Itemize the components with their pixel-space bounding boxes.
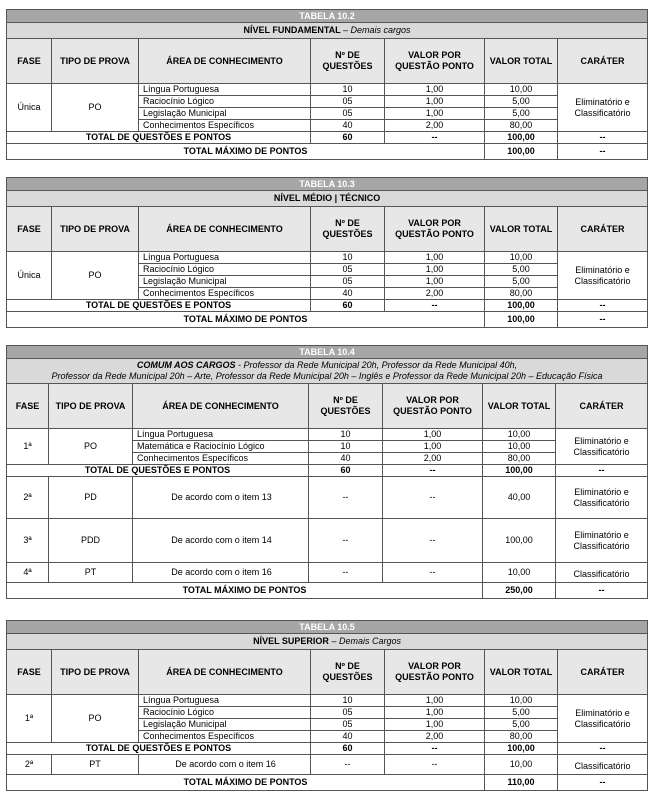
fase-cell: 3ª bbox=[7, 519, 49, 563]
valor-total-cell: 5,00 bbox=[485, 264, 558, 276]
header-valor-por: VALOR POR QUESTÃO PONTO bbox=[385, 650, 485, 695]
tipo-cell: PD bbox=[49, 477, 133, 519]
tipo-cell: PO bbox=[49, 429, 133, 465]
area-cell: De acordo com o item 13 bbox=[133, 477, 309, 519]
area-cell: Raciocínio Lógico bbox=[139, 264, 311, 276]
header-area: ÁREA DE CONHECIMENTO bbox=[139, 207, 311, 252]
valor-total-cell: 100,00 bbox=[483, 519, 556, 563]
area-cell: De acordo com o item 16 bbox=[133, 563, 309, 583]
header-tipo: TIPO DE PROVA bbox=[49, 384, 133, 429]
header-area: ÁREA DE CONHECIMENTO bbox=[133, 384, 309, 429]
valor-total-cell: 5,00 bbox=[485, 108, 558, 120]
valor-por-cell: 1,00 bbox=[385, 695, 485, 707]
header-area: ÁREA DE CONHECIMENTO bbox=[139, 650, 311, 695]
tipo-cell: PO bbox=[52, 695, 139, 743]
table-10-2 bbox=[6, 9, 648, 160]
valor-por-cell: 1,00 bbox=[385, 276, 485, 288]
valor-total-cell: 5,00 bbox=[485, 96, 558, 108]
table-10-3 bbox=[6, 177, 648, 328]
valor-por-cell: 1,00 bbox=[383, 429, 483, 441]
max-label: TOTAL MÁXIMO DE PONTOS bbox=[7, 583, 483, 599]
area-cell: Legislação Municipal bbox=[139, 719, 311, 731]
area-cell: Conhecimentos Específicos bbox=[139, 288, 311, 300]
total-valor-por: -- bbox=[385, 132, 485, 144]
questoes-cell: 40 bbox=[311, 288, 385, 300]
carater-cell: Classificatório bbox=[558, 755, 648, 775]
valor-total-cell: 10,00 bbox=[485, 755, 558, 775]
table-title: TABELA 10.4 bbox=[7, 346, 648, 359]
area-cell: Legislação Municipal bbox=[139, 108, 311, 120]
valor-por-cell: -- bbox=[383, 477, 483, 519]
total-carater: -- bbox=[558, 300, 648, 312]
carater-cell: Eliminatório e Classificatório bbox=[556, 429, 648, 465]
questoes-cell: 05 bbox=[311, 276, 385, 288]
total-label: TOTAL DE QUESTÕES E PONTOS bbox=[7, 743, 311, 755]
header-valor-total: VALOR TOTAL bbox=[485, 39, 558, 84]
total-carater: -- bbox=[558, 132, 648, 144]
area-cell: Raciocínio Lógico bbox=[139, 96, 311, 108]
total-label: TOTAL DE QUESTÕES E PONTOS bbox=[7, 465, 309, 477]
valor-por-cell: 1,00 bbox=[385, 719, 485, 731]
total-label: TOTAL DE QUESTÕES E PONTOS bbox=[7, 300, 311, 312]
valor-por-cell: 2,00 bbox=[385, 288, 485, 300]
header-fase: FASE bbox=[7, 39, 52, 84]
total-valor: 100,00 bbox=[485, 132, 558, 144]
table-subtitle: NÍVEL SUPERIOR – Demais Cargos bbox=[7, 634, 648, 650]
valor-total-cell: 80,00 bbox=[485, 731, 558, 743]
fase-cell: Única bbox=[7, 252, 52, 300]
valor-por-cell: -- bbox=[383, 519, 483, 563]
header-questoes: Nº DE QUESTÕES bbox=[311, 207, 385, 252]
area-cell: Língua Portuguesa bbox=[139, 84, 311, 96]
total-valor: 100,00 bbox=[485, 743, 558, 755]
header-fase: FASE bbox=[7, 650, 52, 695]
carater-cell: Eliminatório e Classificatório bbox=[556, 477, 648, 519]
header-valor-por: VALOR POR QUESTÃO PONTO bbox=[385, 207, 485, 252]
carater-cell: Classificatório bbox=[556, 563, 648, 583]
header-valor-total: VALOR TOTAL bbox=[485, 650, 558, 695]
valor-por-cell: 1,00 bbox=[383, 441, 483, 453]
area-cell: Matemática e Raciocínio Lógico bbox=[133, 441, 309, 453]
total-questoes: 60 bbox=[309, 465, 383, 477]
questoes-cell: 05 bbox=[311, 719, 385, 731]
valor-total-cell: 10,00 bbox=[483, 441, 556, 453]
tipo-cell: PT bbox=[52, 755, 139, 775]
area-cell: Língua Portuguesa bbox=[133, 429, 309, 441]
questoes-cell: -- bbox=[309, 519, 383, 563]
area-cell: Raciocínio Lógico bbox=[139, 707, 311, 719]
max-valor: 100,00 bbox=[485, 144, 558, 160]
table-title: TABELA 10.3 bbox=[7, 178, 648, 191]
fase-cell: 2ª bbox=[7, 755, 52, 775]
carater-cell: Eliminatório e Classificatório bbox=[556, 519, 648, 563]
valor-por-cell: 1,00 bbox=[385, 108, 485, 120]
total-valor-por: -- bbox=[383, 465, 483, 477]
questoes-cell: 05 bbox=[311, 108, 385, 120]
questoes-cell: 05 bbox=[311, 264, 385, 276]
header-valor-por: VALOR POR QUESTÃO PONTO bbox=[385, 39, 485, 84]
header-area: ÁREA DE CONHECIMENTO bbox=[139, 39, 311, 84]
total-valor-por: -- bbox=[385, 743, 485, 755]
valor-total-cell: 5,00 bbox=[485, 719, 558, 731]
questoes-cell: 10 bbox=[311, 695, 385, 707]
area-cell: Língua Portuguesa bbox=[139, 695, 311, 707]
table-10-4 bbox=[6, 345, 648, 599]
total-valor-por: -- bbox=[385, 300, 485, 312]
valor-total-cell: 80,00 bbox=[485, 120, 558, 132]
header-questoes: Nº DE QUESTÕES bbox=[311, 650, 385, 695]
questoes-cell: 10 bbox=[309, 441, 383, 453]
area-cell: De acordo com o item 16 bbox=[139, 755, 311, 775]
questoes-cell: 05 bbox=[311, 96, 385, 108]
tipo-cell: PO bbox=[52, 252, 139, 300]
valor-por-cell: 2,00 bbox=[385, 120, 485, 132]
valor-por-cell: 1,00 bbox=[385, 264, 485, 276]
total-valor: 100,00 bbox=[485, 300, 558, 312]
table-10-5 bbox=[6, 620, 648, 791]
area-cell: Língua Portuguesa bbox=[139, 252, 311, 264]
table-subtitle: NÍVEL MÉDIO | TÉCNICO bbox=[7, 191, 648, 207]
fase-cell: 4ª bbox=[7, 563, 49, 583]
max-carater: -- bbox=[558, 144, 648, 160]
total-questoes: 60 bbox=[311, 300, 385, 312]
tipo-cell: PO bbox=[52, 84, 139, 132]
fase-cell: 2ª bbox=[7, 477, 49, 519]
valor-total-cell: 40,00 bbox=[483, 477, 556, 519]
valor-por-cell: 2,00 bbox=[383, 453, 483, 465]
header-valor-por: VALOR POR QUESTÃO PONTO bbox=[383, 384, 483, 429]
tipo-cell: PT bbox=[49, 563, 133, 583]
carater-cell: Eliminatório e Classificatório bbox=[558, 84, 648, 132]
total-label: TOTAL DE QUESTÕES E PONTOS bbox=[7, 132, 311, 144]
valor-total-cell: 80,00 bbox=[485, 288, 558, 300]
header-tipo: TIPO DE PROVA bbox=[52, 39, 139, 84]
questoes-cell: -- bbox=[309, 477, 383, 519]
max-valor: 250,00 bbox=[483, 583, 556, 599]
header-questoes: Nº DE QUESTÕES bbox=[311, 39, 385, 84]
questoes-cell: 40 bbox=[311, 120, 385, 132]
valor-total-cell: 10,00 bbox=[485, 695, 558, 707]
area-cell: Legislação Municipal bbox=[139, 276, 311, 288]
questoes-cell: 40 bbox=[311, 731, 385, 743]
area-cell: Conhecimentos Específicos bbox=[133, 453, 309, 465]
carater-cell: Eliminatório e Classificatório bbox=[558, 695, 648, 743]
table-subtitle: NÍVEL FUNDAMENTAL – Demais cargos bbox=[7, 23, 648, 39]
valor-total-cell: 80,00 bbox=[483, 453, 556, 465]
valor-por-cell: 1,00 bbox=[385, 96, 485, 108]
valor-total-cell: 10,00 bbox=[485, 84, 558, 96]
valor-total-cell: 10,00 bbox=[483, 429, 556, 441]
total-carater: -- bbox=[558, 743, 648, 755]
total-questoes: 60 bbox=[311, 132, 385, 144]
questoes-cell: -- bbox=[309, 563, 383, 583]
questoes-cell: 10 bbox=[311, 252, 385, 264]
valor-por-cell: -- bbox=[383, 563, 483, 583]
area-cell: Conhecimentos Específicos bbox=[139, 731, 311, 743]
header-valor-total: VALOR TOTAL bbox=[483, 384, 556, 429]
max-carater: -- bbox=[558, 312, 648, 328]
header-valor-total: VALOR TOTAL bbox=[485, 207, 558, 252]
tipo-cell: PDD bbox=[49, 519, 133, 563]
max-valor: 100,00 bbox=[485, 312, 558, 328]
carater-cell: Eliminatório e Classificatório bbox=[558, 252, 648, 300]
header-tipo: TIPO DE PROVA bbox=[52, 207, 139, 252]
questoes-cell: 10 bbox=[311, 84, 385, 96]
valor-total-cell: 10,00 bbox=[483, 563, 556, 583]
table-title: TABELA 10.5 bbox=[7, 621, 648, 634]
header-questoes: Nº DE QUESTÕES bbox=[309, 384, 383, 429]
header-tipo: TIPO DE PROVA bbox=[52, 650, 139, 695]
header-carater: CARÁTER bbox=[556, 384, 648, 429]
area-cell: Conhecimentos Específicos bbox=[139, 120, 311, 132]
total-carater: -- bbox=[556, 465, 648, 477]
valor-por-cell: 1,00 bbox=[385, 707, 485, 719]
area-cell: De acordo com o item 14 bbox=[133, 519, 309, 563]
max-label: TOTAL MÁXIMO DE PONTOS bbox=[7, 312, 485, 328]
max-valor: 110,00 bbox=[485, 775, 558, 791]
header-carater: CARÁTER bbox=[558, 207, 648, 252]
valor-por-cell: -- bbox=[385, 755, 485, 775]
header-carater: CARÁTER bbox=[558, 650, 648, 695]
fase-cell: 1ª bbox=[7, 695, 52, 743]
fase-cell: 1ª bbox=[7, 429, 49, 465]
total-valor: 100,00 bbox=[483, 465, 556, 477]
max-label: TOTAL MÁXIMO DE PONTOS bbox=[7, 144, 485, 160]
valor-total-cell: 10,00 bbox=[485, 252, 558, 264]
valor-total-cell: 5,00 bbox=[485, 707, 558, 719]
questoes-cell: 05 bbox=[311, 707, 385, 719]
questoes-cell: 40 bbox=[309, 453, 383, 465]
table-title: TABELA 10.2 bbox=[7, 10, 648, 23]
questoes-cell: -- bbox=[311, 755, 385, 775]
max-label: TOTAL MÁXIMO DE PONTOS bbox=[7, 775, 485, 791]
valor-total-cell: 5,00 bbox=[485, 276, 558, 288]
valor-por-cell: 2,00 bbox=[385, 731, 485, 743]
fase-cell: Única bbox=[7, 84, 52, 132]
table-subtitle: COMUM AOS CARGOS - Professor da Rede Municipal 20h, Professor da Rede Municipal 40h, Professor da Rede Municipal 20h – Arte, Professor da Rede Municipal 20h – Inglês e Professor da Rede Municipal 20h – Educação Física bbox=[7, 359, 648, 384]
questoes-cell: 10 bbox=[309, 429, 383, 441]
header-fase: FASE bbox=[7, 384, 49, 429]
valor-por-cell: 1,00 bbox=[385, 84, 485, 96]
total-questoes: 60 bbox=[311, 743, 385, 755]
max-carater: -- bbox=[556, 583, 648, 599]
valor-por-cell: 1,00 bbox=[385, 252, 485, 264]
header-fase: FASE bbox=[7, 207, 52, 252]
max-carater: -- bbox=[558, 775, 648, 791]
header-carater: CARÁTER bbox=[558, 39, 648, 84]
